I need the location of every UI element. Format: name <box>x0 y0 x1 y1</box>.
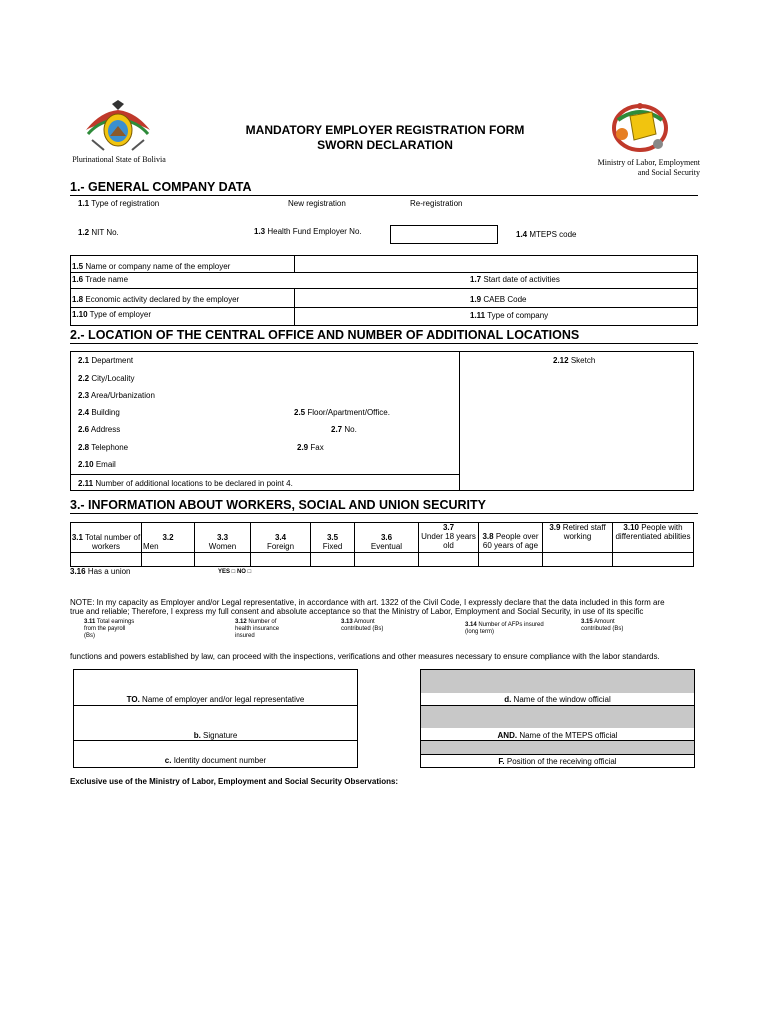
overlay-3-13: 3.13 Amount contributed (Bs) <box>341 619 384 632</box>
union-yes-no-checkboxes[interactable]: YES □ NO □ <box>218 569 252 575</box>
field-1-2-label: 1.2 NIT No. <box>78 228 119 237</box>
new-registration-option[interactable]: New registration <box>288 199 346 208</box>
form-title: MANDATORY EMPLOYER REGISTRATION FORM <box>245 123 525 137</box>
field-1-8-label: 1.8 Economic activity declared by the employer <box>72 295 240 304</box>
section-1-heading: 1.- GENERAL COMPANY DATA <box>70 180 252 194</box>
field-2-10-label: 2.10 Email <box>78 460 116 469</box>
field-3-16-label: 3.16 Has a union <box>70 567 131 576</box>
field-2-2-label: 2.2 City/Locality <box>78 374 135 383</box>
col-3-10-header: 3.10 People with differentiated abilities <box>615 523 691 541</box>
field-2-12-label: 2.12 Sketch <box>553 356 596 365</box>
col-3-3-header: 3.3 Women <box>208 533 237 551</box>
overlay-3-12: 3.12 Number of health insurance insured <box>235 619 280 639</box>
field-1-7-label: 1.7 Start date of activities <box>470 275 560 284</box>
col-3-9-header: 3.9 Retired staff working <box>549 523 606 541</box>
overlay-3-14: 3.14 Number of AFPs insured (long term) <box>465 622 544 635</box>
re-registration-option[interactable]: Re-registration <box>410 199 463 208</box>
field-2-6-label: 2.6 Address <box>78 425 121 434</box>
observations-label: Exclusive use of the Ministry of Labor, Employment and Social Security Observations: <box>70 777 399 786</box>
col-3-2-header: 3.2 Men <box>143 533 174 551</box>
field-1-4-label: 1.4 MTEPS code <box>516 230 577 239</box>
col-3-6-header: 3.6 Eventual <box>370 533 403 551</box>
field-2-5-label: 2.5 Floor/Apartment/Office. <box>294 408 390 417</box>
field-e-label: AND. Name of the MTEPS official <box>497 731 618 740</box>
field-1-9-label: 1.9 CAEB Code <box>470 295 527 304</box>
bolivia-coat-of-arms <box>82 100 154 154</box>
form-subtitle: SWORN DECLARATION <box>317 138 453 152</box>
field-2-8-label: 2.8 Telephone <box>78 443 129 452</box>
field-f-label: F. Position of the receiving official <box>498 757 617 766</box>
col-3-7-header: 3.7 Under 18 years old <box>421 523 476 550</box>
note-line-2: true and reliable; Therefore, I express my full consent and absolute acceptance so that the Ministry of Labor, Employment and Social Security, in use of its specific <box>70 607 644 616</box>
field-2-7-label: 2.7 No. <box>331 425 357 434</box>
field-2-11-label: 2.11 Number of additional locations to be declared in point 4. <box>78 479 293 488</box>
field-1-1-label: 1.1 Type of registration <box>78 199 160 208</box>
col-3-1-header: 3.1 Total number of workers <box>71 533 141 551</box>
col-3-5-header: 3.5 Fixed <box>322 533 343 551</box>
field-1-5-label: 1.5 Name or company name of the employer <box>72 262 231 271</box>
section-3-heading: 3.- INFORMATION ABOUT WORKERS, SOCIAL AND UNION SECURITY <box>70 498 486 512</box>
overlay-3-11: 3.11 Total earnings from the payroll (Bs) <box>84 619 135 639</box>
field-a-label: TO. Name of employer and/or legal representative <box>126 695 305 704</box>
field-1-11-label: 1.11 Type of company <box>470 311 549 320</box>
company-name-input[interactable] <box>296 256 696 271</box>
field-2-4-label: 2.4 Building <box>78 408 120 417</box>
field-2-3-label: 2.3 Area/Urbanization <box>78 391 155 400</box>
sketch-area[interactable] <box>462 368 692 488</box>
note-line-3: functions and powers established by law, can proceed with the inspections, verifications and other measures necessary to ensure compliance with the labor standards. <box>70 652 660 661</box>
employer-signature-block <box>73 669 358 768</box>
health-fund-employer-input[interactable] <box>390 225 498 244</box>
field-c-label: c. Identity document number <box>164 756 267 765</box>
field-1-6-label: 1.6 Trade name <box>72 275 129 284</box>
section-2-heading: 2.- LOCATION OF THE CENTRAL OFFICE AND NUMBER OF ADDITIONAL LOCATIONS <box>70 328 580 342</box>
col-3-4-header: 3.4 Foreign <box>266 533 295 551</box>
note-line-1: NOTE: In my capacity as Employer and/or Legal representative, in accordance with art. 1322 of the Civil Code, I expressly declare that the data included in this form are <box>70 598 665 607</box>
field-1-3-label: 1.3 Health Fund Employer No. <box>254 227 362 236</box>
field-2-9-label: 2.9 Fax <box>297 443 324 452</box>
left-logo-caption: Plurinational State of Bolivia <box>72 155 166 164</box>
col-3-8-header: 3.8 People over 60 years of age <box>482 532 539 550</box>
field-b-label: b. Signature <box>193 731 238 740</box>
field-d-label: d. Name of the window official <box>504 695 611 704</box>
ministry-logo <box>608 98 672 156</box>
field-1-10-label: 1.10 Type of employer <box>72 310 152 319</box>
right-logo-caption: Ministry of Labor, Employment and Social Security <box>597 158 700 177</box>
overlay-3-15: 3.15 Amount contributed (Bs) <box>581 619 624 632</box>
field-2-1-label: 2.1 Department <box>78 356 134 365</box>
